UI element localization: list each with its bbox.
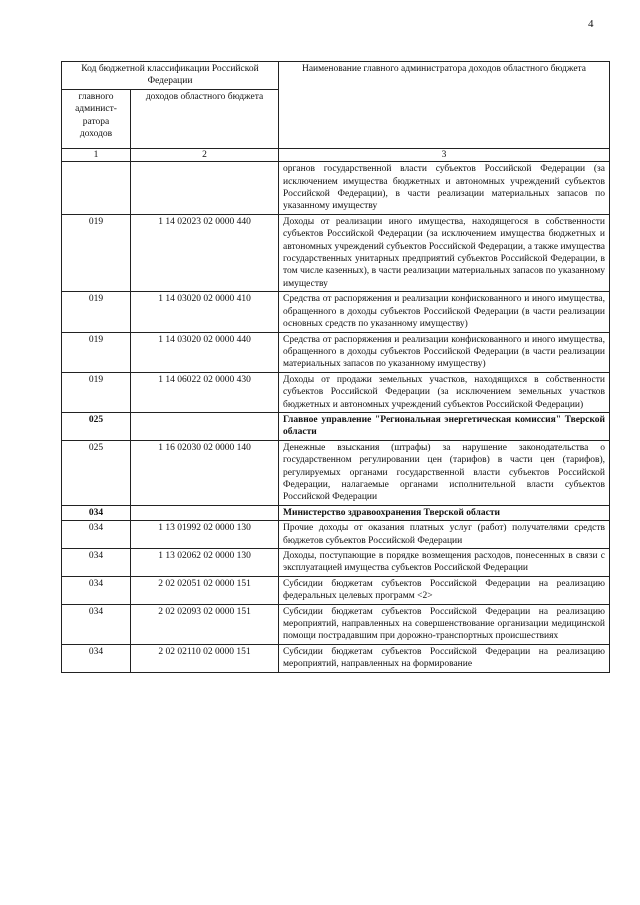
table-row-section <box>62 505 610 520</box>
table-header <box>62 62 610 162</box>
kbk-code-cell: 1 13 02062 02 0000 130 <box>131 549 279 577</box>
admin-code-cell: 034 <box>62 505 131 520</box>
name-cell: Субсидии бюджетам субъектов Российской Федерации на реализацию федеральных целевых программ <2> <box>279 576 610 604</box>
name-cell: органов государственной власти субъектов Российской Федерации (за исключением имущества бюджетных и автономных учреждений субъектов Российской Федерации), в части реализации материальных запасов по указанному имуществу <box>279 162 610 215</box>
column-number-2: 2 <box>131 148 279 161</box>
kbk-code-cell: 1 14 03020 02 0000 410 <box>131 292 279 332</box>
admin-code-cell: 034 <box>62 604 131 644</box>
kbk-code-cell <box>131 412 279 440</box>
admin-code-cell: 019 <box>62 214 131 291</box>
table-row <box>62 372 610 412</box>
kbk-code-cell: 1 13 01992 02 0000 130 <box>131 521 279 549</box>
revenue-administrators-table <box>61 61 610 673</box>
table-row <box>62 549 610 577</box>
admin-code-cell: 034 <box>62 576 131 604</box>
table-body <box>62 162 610 672</box>
table-row <box>62 162 610 215</box>
kbk-code-cell <box>131 162 279 215</box>
name-cell: Субсидии бюджетам субъектов Российской Федерации на реализацию мероприятий, направленных на формирование <box>279 644 610 672</box>
kbk-code-cell: 1 14 02023 02 0000 440 <box>131 214 279 291</box>
kbk-code-cell: 1 16 02030 02 0000 140 <box>131 440 279 505</box>
kbk-group-header: Код бюджетной классификации Российской Федерации <box>62 62 279 90</box>
name-cell: Доходы от реализации иного имущества, находящегося в собственности субъектов Российской Федерации (за исключением имущества бюджетных и автономных учреждений субъектов Российской Федерации, а также имущества государственных унитарных предприятий субъектов Российской Федерации, в том числе казенных), в части реализации материальных запасов по указанному имуществу <box>279 214 610 291</box>
table-row <box>62 440 610 505</box>
name-cell: Прочие доходы от оказания платных услуг (работ) получателями средств бюджетов субъектов Российской Федерации <box>279 521 610 549</box>
column-number-3: 3 <box>279 148 610 161</box>
table-row <box>62 214 610 291</box>
name-cell: Денежные взыскания (штрафы) за нарушение законодательства о государственном регулировании цен (тарифов) в части цен (тарифов), регулируемых органами государственной власти субъектов Российской Федерации, налагаемые органами исполнительной власти субъектов Российской Федерации <box>279 440 610 505</box>
page-number: 4 <box>588 18 594 30</box>
name-cell: Средства от распоряжения и реализации конфискованного и иного имущества, обращенного в доходы субъектов Российской Федерации (в части реализации основных средств по указанному имуществу) <box>279 292 610 332</box>
admin-code-cell: 034 <box>62 644 131 672</box>
name-cell: Доходы от продажи земельных участков, находящихся в собственности субъектов Российской Федерации (за исключением земельных участков бюджетных и автономных учреждений субъектов Российской Федерации) <box>279 372 610 412</box>
table-row <box>62 332 610 372</box>
column-number-1: 1 <box>62 148 131 161</box>
name-cell: Главное управление "Региональная энергетическая комиссия" Тверской области <box>279 412 610 440</box>
kbk-code-cell: 1 14 03020 02 0000 440 <box>131 332 279 372</box>
admin-code-cell: 019 <box>62 372 131 412</box>
admin-code-cell: 025 <box>62 412 131 440</box>
admin-code-cell: 019 <box>62 292 131 332</box>
name-cell: Доходы, поступающие в порядке возмещения расходов, понесенных в связи с эксплуатацией имущества субъектов Российской Федерации <box>279 549 610 577</box>
admin-code-cell: 034 <box>62 521 131 549</box>
name-cell: Средства от распоряжения и реализации конфискованного и иного имущества, обращенного в доходы субъектов Российской Федерации (в части реализации материальных запасов по указанному имуществу) <box>279 332 610 372</box>
kbk-code-cell: 2 02 02110 02 0000 151 <box>131 644 279 672</box>
name-cell: Министерство здравоохранения Тверской области <box>279 505 610 520</box>
table-row <box>62 644 610 672</box>
admin-code-cell: 034 <box>62 549 131 577</box>
kbk-code-cell <box>131 505 279 520</box>
kbk-code-cell: 2 02 02051 02 0000 151 <box>131 576 279 604</box>
admin-code-cell: 025 <box>62 440 131 505</box>
code-column-header: доходов областного бюджета <box>131 89 279 148</box>
name-column-header: Наименование главного администратора доходов областного бюджета <box>279 62 610 149</box>
table-row-section <box>62 412 610 440</box>
table-row <box>62 604 610 644</box>
table-row <box>62 521 610 549</box>
kbk-code-cell: 2 02 02093 02 0000 151 <box>131 604 279 644</box>
admin-code-cell: 019 <box>62 332 131 372</box>
name-cell: Субсидии бюджетам субъектов Российской Федерации на реализацию мероприятий, направленных на совершенствование организации медицинской помощи пострадавшим при дорожно-транспортных происшествиях <box>279 604 610 644</box>
kbk-code-cell: 1 14 06022 02 0000 430 <box>131 372 279 412</box>
table-row <box>62 292 610 332</box>
admin-column-header: главного админист-ратора доходов <box>62 89 131 148</box>
table-row <box>62 576 610 604</box>
admin-code-cell <box>62 162 131 215</box>
